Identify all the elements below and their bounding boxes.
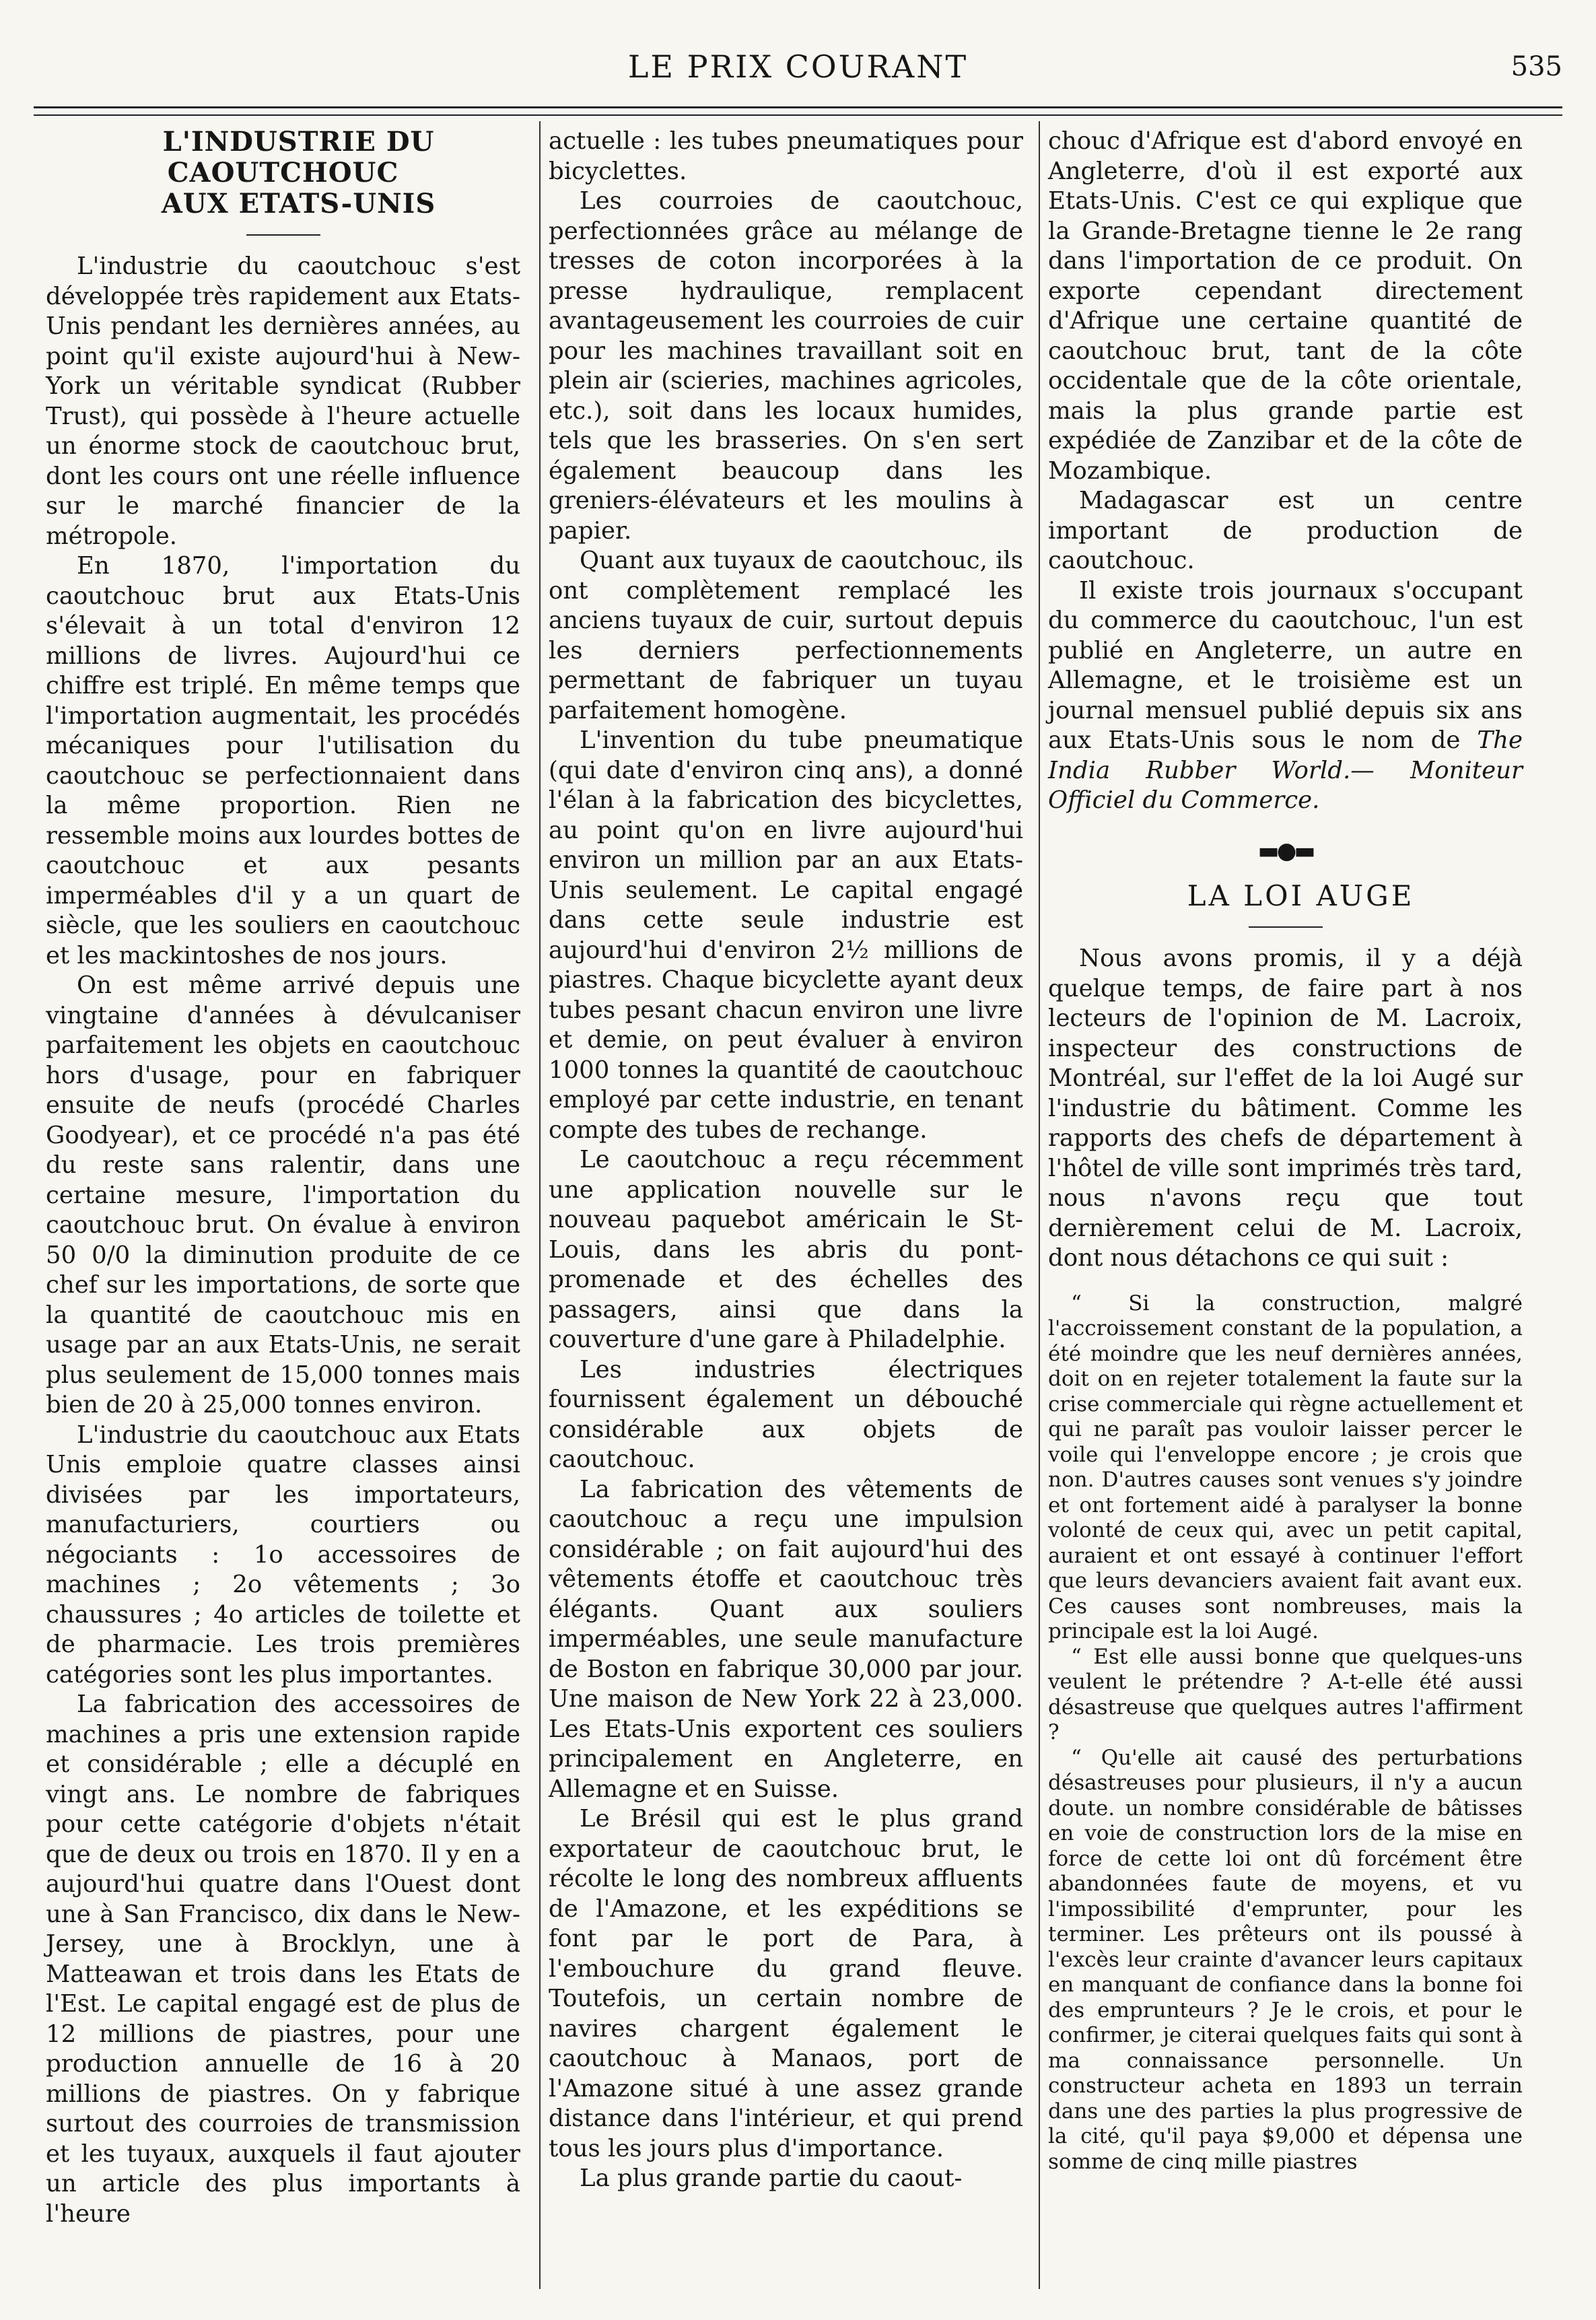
- article-source: Moniteur Officiel du Commerce.: [1048, 756, 1523, 814]
- paragraph: L'industrie du caoutchouc aux Etats Unis emploie quatre classes ainsi divisées par les importateurs, manufacturiers, courtiers ou négociants : 1o accessoires de machines ; 2o vêtements ; 3o chaussures ; 4o articles de toilette et de pharmacie. Les trois premières catégories sont les plus importantes.: [46, 1421, 520, 1688]
- quote-paragraph: “ Qu'elle ait causé des perturbations désastreuses pour plusieurs, il n'y a aucun doute. un nombre considérable de bâtisses en voie de construction lors de la mise en force de cette loi ont dû forcément être abandonnées faute de moyens, et vu l'impossibilité d'emprunter, pour les terminer. Les prêteurs ont ils poussé à l'excès leur crainte d'avancer leurs capitaux en manquant de confiance dans la bonne foi des emprunteurs ? Je le crois, et pour le confirmer, je citerai quelques faits qui sont à ma connaissance personnelle. Un constructeur acheta en 1893 un terrain dans une des parties la plus progressive de la cité, qu'il paya $9,000 et dépensa une somme de cinq mille piastres: [1048, 1745, 1523, 2174]
- quote-paragraph: “ Est elle aussi bonne que quelques-uns veulent le prétendre ? A-t-elle été aussi désastreuse que quelques autres l'affirment ?: [1048, 1644, 1523, 1744]
- column-divider-right: [1039, 121, 1040, 2289]
- paragraph: Le Brésil qui est le plus grand exportateur de caoutchouc brut, le récolte le long des nombreux affluents de l'Amazone, et les expéditions se font par le port de Para, à l'embouchure du grand fleuve. Toutefois, un certain nombre de navires chargent également le caoutchouc à Manaos, port de l'Amazone situé à une assez grande distance dans l'intérieur, et qui prend tous les jours plus d'importance.: [549, 1805, 1023, 2162]
- section-ornament: ▬●▬: [1257, 837, 1313, 864]
- paragraph-continued: chouc d'Afrique est d'abord envoyé en Angleterre, d'où il est exporté aux Etats-Unis. C'est ce qui explique que la Grande-Bretagne tienne le 2e rang dans l'importation de ce produit. On exporte cependant directement d'Afrique une certaine quantité de caoutchouc brut, tant de la côte occidentale que de la côte orientale, mais la plus grande partie est expédiée de Zanzibar et de la côte de Mozambique.: [1048, 127, 1523, 485]
- paragraph-continued: actuelle : les tubes pneumatiques pour bicyclettes.: [549, 127, 1023, 185]
- paragraph: Quant aux tuyaux de caoutchouc, ils ont complètement remplacé les anciens tuyaux de cuir, surtout depuis les derniers perfectionnements permettant de fabriquer un tuyau parfaitement homogène.: [549, 547, 1023, 724]
- column-3: [1048, 127, 1523, 2175]
- paragraph: Le caoutchouc a reçu récemment une application nouvelle sur le nouveau paquebot américain le St-Louis, dans les abris du pont-promenade et des échelles des passagers, ainsi que dans la couverture d'une gare à Philadelphie.: [549, 1146, 1023, 1353]
- column-divider-left: [539, 121, 541, 2289]
- quoted-report: [1048, 1291, 1523, 2175]
- header-rule-bottom: [34, 114, 1562, 116]
- paragraph: La fabrication des accessoires de machines a pris une extension rapide et considérable ; elle a décuplé en vingt ans. Le nombre de fabriques pour cette catégorie d'objets n'était que de deux ou trois en 1870. Il y en a aujourd'hui quatre dans l'Ouest dont une à San Francisco, dix dans le New-Jersey, une à Brocklyn, une à Matteawan et trois dans les Etats de l'Est. Le capital engagé est de plus de 12 millions de piastres, pour une production annuelle de 16 à 20 millions de piastres. On y fabrique surtout des courroies de transmission et les tuyaux, auxquels il faut ajouter un article des plus importants à l'heure: [46, 1691, 520, 2228]
- paragraph: L'industrie du caoutchouc s'est développée très rapidement aux Etats-Unis pendant les dernières années, au point qu'il existe aujourd'hui à New-York un véritable syndicat (Rubber Trust), qui possède à l'heure actuelle un énorme stock de caoutchouc brut, dont les cours ont une réelle influence sur le marché financier de la métropole.: [46, 252, 520, 550]
- title-rule: [1249, 926, 1323, 928]
- article-title-line1: L'INDUSTRIE DU CAOUTCHOUC: [162, 126, 435, 189]
- quote-paragraph: “ Si la construction, malgré l'accroissement constant de la population, a été moindre que les neuf dernières années, doit on en rejeter totalement la faute sur la crise commerciale qui règne actuellement et qui ne paraît pas vouloir laisser percer le voile qui l'enveloppe encore ; je crois que non. D'autres causes sont venues s'y joindre et ont fortement aidé à paralyser la bonne volonté de ceux qui, avec un petit capital, auraient et ont essayé à continuer l'effort que leurs devanciers avaient fait avant eux. Ces causes sont nombreuses, mais la principale est la loi Augé.: [1048, 1291, 1523, 1643]
- title-rule: [246, 234, 320, 236]
- paragraph: L'invention du tube pneumatique (qui date d'environ cinq ans), a donné l'élan à la fabrication des bicyclettes, au point qu'on en livre aujourd'hui environ un million par an aux Etats-Unis seulement. Le capital engagé dans cette seule industrie est aujourd'hui d'environ 2½ millions de piastres. Chaque bicyclette ayant deux tubes pesant chacun environ une livre et demie, on peut évaluer à environ 1000 tonnes la quantité de caoutchouc employé par cette industrie, en tenant compte des tubes de rechange.: [549, 726, 1023, 1144]
- paragraph: On est même arrivé depuis une vingtaine d'années à dévulcaniser parfaitement les objets en caoutchouc hors d'usage, pour en fabriquer ensuite de neufs (procédé Charles Goodyear), et ce procédé n'a pas été du reste sans ralentir, dans une certaine mesure, l'importation du caoutchouc brut. On évalue à environ 50 0/0 la diminution produite de ce chef sur les importations, de sorte que la quantité de caoutchouc mis en usage par an aux Etats-Unis, ne serait plus seulement de 15,000 tonnes mais bien de 20 à 25,000 tonnes environ.: [46, 971, 520, 1419]
- paragraph-text: Il existe trois journaux s'occupant du commerce du caoutchouc, l'un est publié en Angleterre, un autre en Allemagne, et le troisième est un journal mensuel publié depuis six ans aux Etats-Unis sous le nom de: [1048, 576, 1523, 754]
- article-2-title: LA LOI AUGE: [1187, 879, 1415, 912]
- journal-name: The India Rubber World.: [1048, 726, 1523, 784]
- paragraph: Nous avons promis, il y a déjà quelque temps, de faire part à nos lecteurs de l'opinion de M. Lacroix, inspecteur des constructions de Montréal, sur l'effet de la loi Augé sur l'industrie du bâtiment. Comme les rapports des chefs de département à l'hôtel de ville sont imprimés très tard, nous n'avons reçu que tout dernièrement celui de M. Lacroix, dont nous détachons ce qui suit :: [1048, 945, 1523, 1272]
- paragraph: Il existe trois journaux s'occupant du commerce du caoutchouc, l'un est publié en Angleterre, un autre en Allemagne, et le troisième est un journal mensuel publié depuis six ans aux Etats-Unis sous le nom de The India Rubber World.— Moniteur Officiel du Commerce.: [1048, 576, 1523, 814]
- paragraph: La plus grande partie du caout-: [580, 2164, 963, 2192]
- column-1: [46, 127, 520, 2229]
- paragraph: En 1870, l'importation du caoutchouc brut aux Etats-Unis s'élevait à un total d'environ 12 millions de livres. Aujourd'hui ce chiffre est triplé. En même temps que l'importation augmentait, les procédés mécaniques pour l'utilisation du caoutchouc se perfectionnaient dans la même proportion. Rien ne ressemble moins aux lourdes bottes de caoutchouc et aux pesants imperméables d'il y a un quart de siècle, que les souliers en caoutchouc et les mackintoshes de nos jours.: [46, 552, 520, 969]
- page-header: [34, 48, 1562, 89]
- column-2: [549, 127, 1023, 2194]
- paragraph: La fabrication des vêtements de caoutchouc a reçu une impulsion considérable ; on fait aujourd'hui des vêtements étoffe et caoutchouc très élégants. Quant aux souliers imperméables, une seule manufacture de Boston en fabrique 30,000 par jour. Une maison de New York 22 à 23,000. Les Etats-Unis exportent ces souliers principalement en Angleterre, en Allemagne et en Suisse.: [549, 1475, 1023, 1803]
- paragraph: Les industries électriques fournissent également un débouché considérable aux objets de caoutchouc.: [549, 1355, 1023, 1473]
- paragraph: Madagascar est un centre important de production de caoutchouc.: [1048, 487, 1523, 574]
- article-title-line2: AUX ETATS-UNIS: [161, 188, 436, 219]
- journal-title: LE PRIX COURANT: [627, 48, 969, 85]
- header-rule-top: [34, 106, 1562, 108]
- paragraph: Les courroies de caoutchouc, perfectionnées grâce au mélange de tresses de coton incorporées à la presse hydraulique, remplacent avantageusement les courroies de cuir pour les machines travaillant soit en plein air (scieries, machines agricoles, etc.), soit dans les locaux humides, tels que les brasseries. On s'en sert également beaucoup dans les greniers-élévateurs et les moulins à papier.: [549, 187, 1023, 545]
- page-number: 535: [1511, 51, 1562, 82]
